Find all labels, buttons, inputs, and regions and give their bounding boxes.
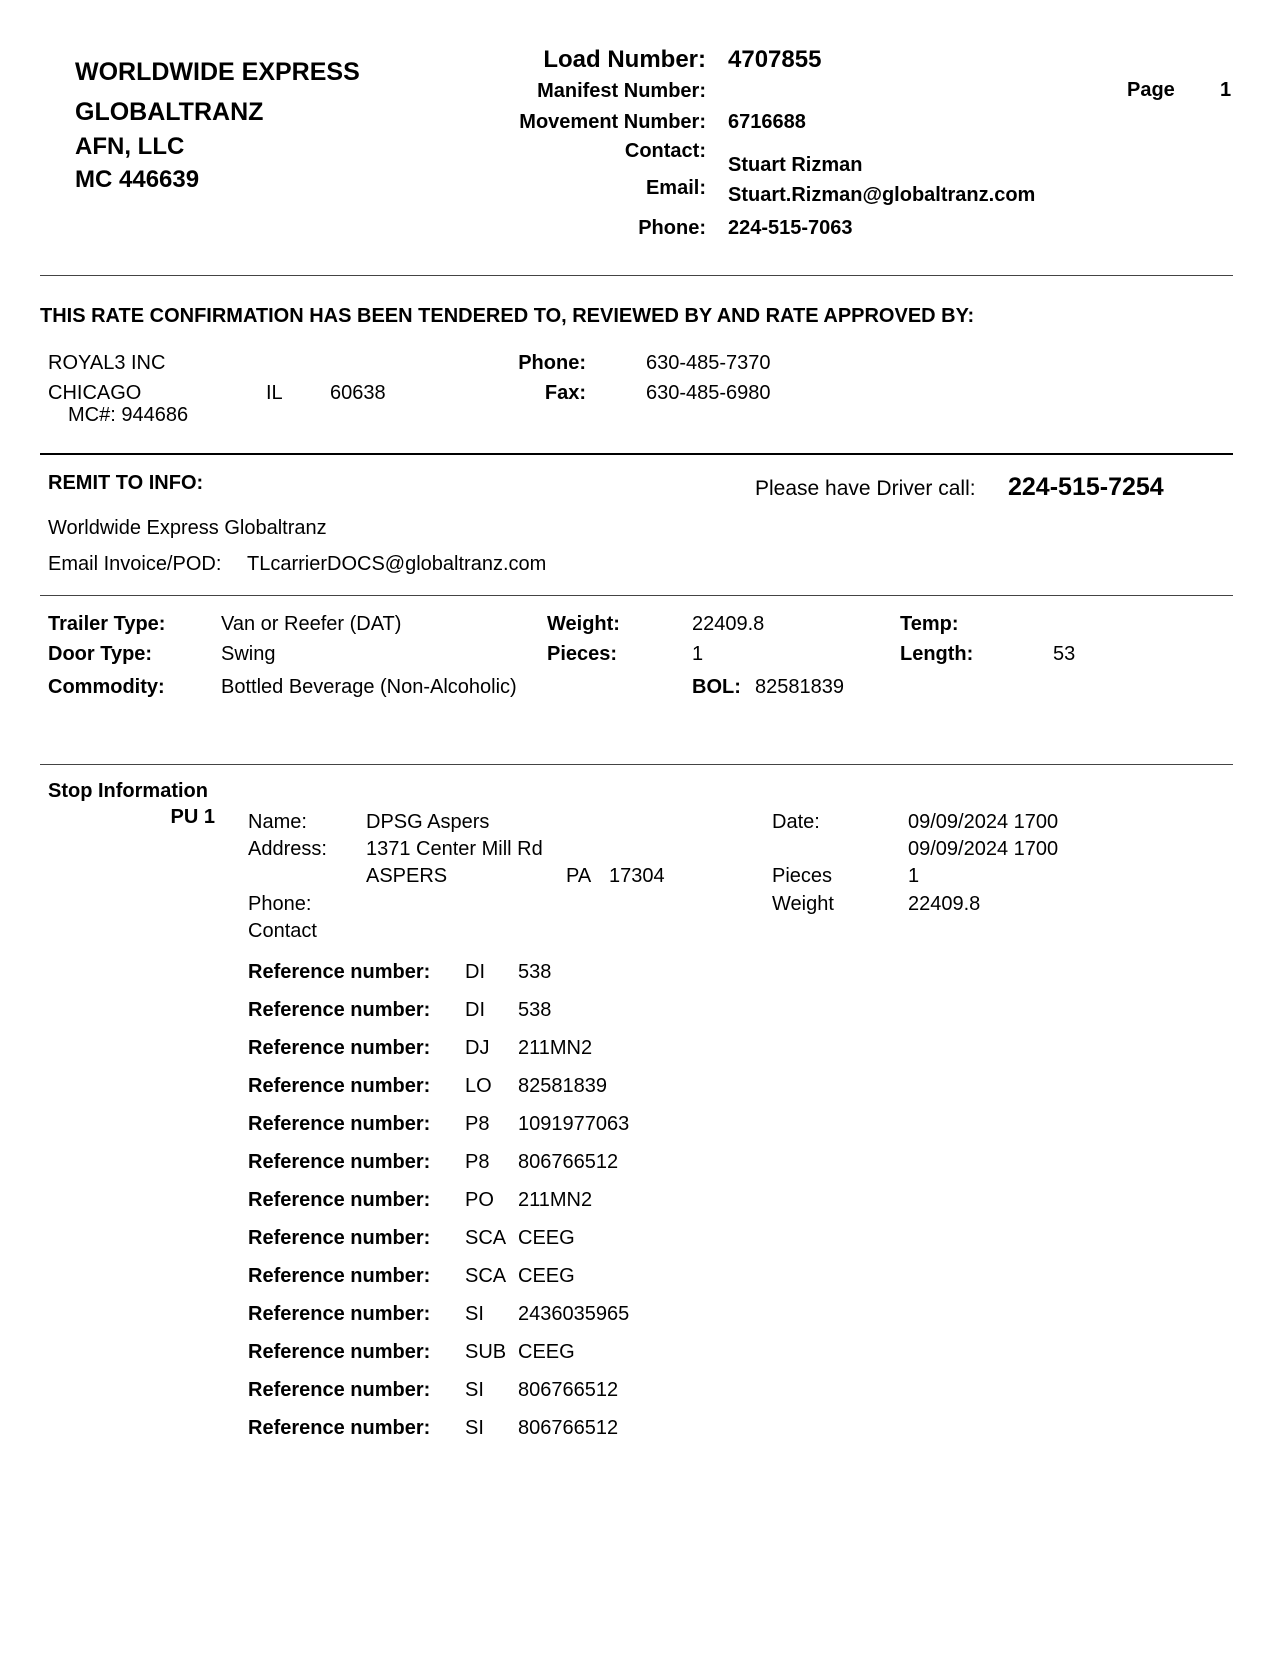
driver-call-phone: 224-515-7254: [1008, 473, 1164, 501]
reference-label: Reference number:: [248, 1303, 431, 1325]
stop-pieces-label: Pieces: [772, 865, 833, 887]
remit-email-label: Email Invoice/POD:: [48, 553, 222, 575]
carrier-fax: 630-485-6980: [646, 382, 771, 404]
separator: [40, 453, 1233, 455]
reference-value: 1091977063: [518, 1113, 630, 1135]
stop-heading: Stop Information: [48, 780, 208, 802]
separator: [40, 595, 1233, 596]
stop-zip: 17304: [609, 865, 665, 887]
reference-value: 538: [518, 961, 552, 983]
reference-label: Reference number:: [248, 1075, 431, 1097]
stop-date-1: 09/09/2024 1700: [908, 811, 1059, 833]
email-label: Email:: [645, 177, 706, 199]
reference-code: SCA: [465, 1227, 507, 1249]
phone-value: 224-515-7063: [728, 217, 853, 239]
pieces-label: Pieces:: [547, 643, 618, 665]
stop-contact-label: Contact: [248, 920, 317, 942]
reference-code: SI: [465, 1379, 484, 1401]
reference-label: Reference number:: [248, 1265, 431, 1287]
email-value: Stuart.Rizman@globaltranz.com: [728, 184, 1036, 206]
reference-value: 211MN2: [518, 1189, 593, 1211]
trailer-type-value: Van or Reefer (DAT): [221, 613, 402, 635]
separator: [40, 275, 1233, 276]
driver-call-label: Please have Driver call:: [755, 477, 976, 500]
door-type-value: Swing: [221, 643, 276, 665]
stop-state: PA: [566, 865, 592, 887]
reference-label: Reference number:: [248, 1379, 431, 1401]
carrier-city: CHICAGO: [48, 382, 142, 404]
commodity-value: Bottled Beverage (Non-Alcoholic): [221, 676, 517, 698]
tendered-heading: THIS RATE CONFIRMATION HAS BEEN TENDERED TO, REVIEWED BY AND RATE APPROVED BY:: [40, 305, 975, 327]
reference-code: SI: [465, 1417, 484, 1439]
carrier-name: ROYAL3 INC: [48, 352, 166, 374]
door-type-label: Door Type:: [48, 643, 153, 665]
reference-code: LO: [465, 1075, 492, 1097]
reference-code: P8: [465, 1113, 490, 1135]
contact-value: Stuart Rizman: [728, 154, 863, 176]
stop-id: PU 1: [170, 806, 215, 828]
reference-value: 211MN2: [518, 1037, 593, 1059]
stop-phone-label: Phone:: [248, 893, 312, 915]
load-number-label: Load Number:: [543, 46, 706, 73]
reference-code: P8: [465, 1151, 490, 1173]
bol-label: BOL:: [692, 676, 741, 698]
company-name-line1: WORLDWIDE EXPRESS: [75, 58, 360, 86]
reference-code: SUB: [465, 1341, 507, 1363]
carrier-zip: 60638: [330, 382, 386, 404]
reference-value: CEEG: [518, 1341, 575, 1363]
reference-value: CEEG: [518, 1227, 575, 1249]
stop-date-label: Date:: [772, 811, 820, 833]
movement-number-label: Movement Number:: [519, 111, 706, 133]
remit-email: TLcarrierDOCS@globaltranz.com: [247, 553, 547, 575]
contact-label: Contact:: [624, 140, 706, 162]
length-value: 53: [1053, 643, 1076, 665]
reference-value: 806766512: [518, 1417, 619, 1439]
stop-city: ASPERS: [366, 865, 448, 887]
reference-label: Reference number:: [248, 1037, 431, 1059]
stop-pieces: 1: [908, 865, 920, 887]
reference-label: Reference number:: [248, 999, 431, 1021]
reference-label: Reference number:: [248, 1417, 431, 1439]
length-label: Length:: [900, 643, 974, 665]
reference-label: Reference number:: [248, 1189, 431, 1211]
carrier-phone: 630-485-7370: [646, 352, 771, 374]
reference-value: 82581839: [518, 1075, 607, 1097]
movement-number-value: 6716688: [728, 111, 806, 133]
remit-heading: REMIT TO INFO:: [48, 472, 204, 494]
reference-code: DI: [465, 961, 485, 983]
carrier-state: IL: [266, 382, 283, 404]
stop-address: 1371 Center Mill Rd: [366, 838, 543, 860]
pieces-value: 1: [692, 643, 704, 665]
reference-code: PO: [465, 1189, 494, 1211]
stop-name-label: Name:: [248, 811, 307, 833]
carrier-phone-label: Phone:: [518, 352, 586, 374]
reference-code: SI: [465, 1303, 484, 1325]
manifest-number-label: Manifest Number:: [537, 80, 706, 102]
trailer-type-label: Trailer Type:: [48, 613, 166, 635]
temp-label: Temp:: [900, 613, 959, 635]
remit-name: Worldwide Express Globaltranz: [48, 517, 327, 539]
reference-label: Reference number:: [248, 1227, 431, 1249]
page-label: Page: [1127, 79, 1175, 101]
reference-code: SCA: [465, 1265, 507, 1287]
stop-date-2: 09/09/2024 1700: [908, 838, 1059, 860]
reference-value: CEEG: [518, 1265, 575, 1287]
bol-value: 82581839: [755, 676, 844, 698]
company-mc-number: MC 446639: [75, 166, 200, 193]
stop-name: DPSG Aspers: [366, 811, 490, 833]
reference-code: DJ: [465, 1037, 490, 1059]
carrier-mc: MC#: 944686: [68, 404, 189, 426]
reference-label: Reference number:: [248, 1151, 431, 1173]
reference-value: 2436035965: [518, 1303, 630, 1325]
stop-weight-label: Weight: [772, 893, 834, 915]
company-name-line3: AFN, LLC: [75, 133, 185, 160]
phone-label: Phone:: [638, 217, 706, 239]
weight-value: 22409.8: [692, 613, 765, 635]
page-number: 1: [1220, 79, 1232, 101]
reference-label: Reference number:: [248, 1113, 431, 1135]
reference-value: 538: [518, 999, 552, 1021]
reference-value: 806766512: [518, 1379, 619, 1401]
carrier-fax-label: Fax:: [544, 382, 586, 404]
separator: [40, 764, 1233, 765]
reference-label: Reference number:: [248, 1341, 431, 1363]
stop-weight: 22409.8: [908, 893, 981, 915]
reference-value: 806766512: [518, 1151, 619, 1173]
reference-code: DI: [465, 999, 485, 1021]
company-name-line2: GLOBALTRANZ: [75, 98, 264, 126]
reference-label: Reference number:: [248, 961, 431, 983]
load-number-value: 4707855: [728, 46, 822, 73]
stop-address-label: Address:: [248, 838, 327, 860]
commodity-label: Commodity:: [48, 676, 165, 698]
weight-label: Weight:: [547, 613, 620, 635]
